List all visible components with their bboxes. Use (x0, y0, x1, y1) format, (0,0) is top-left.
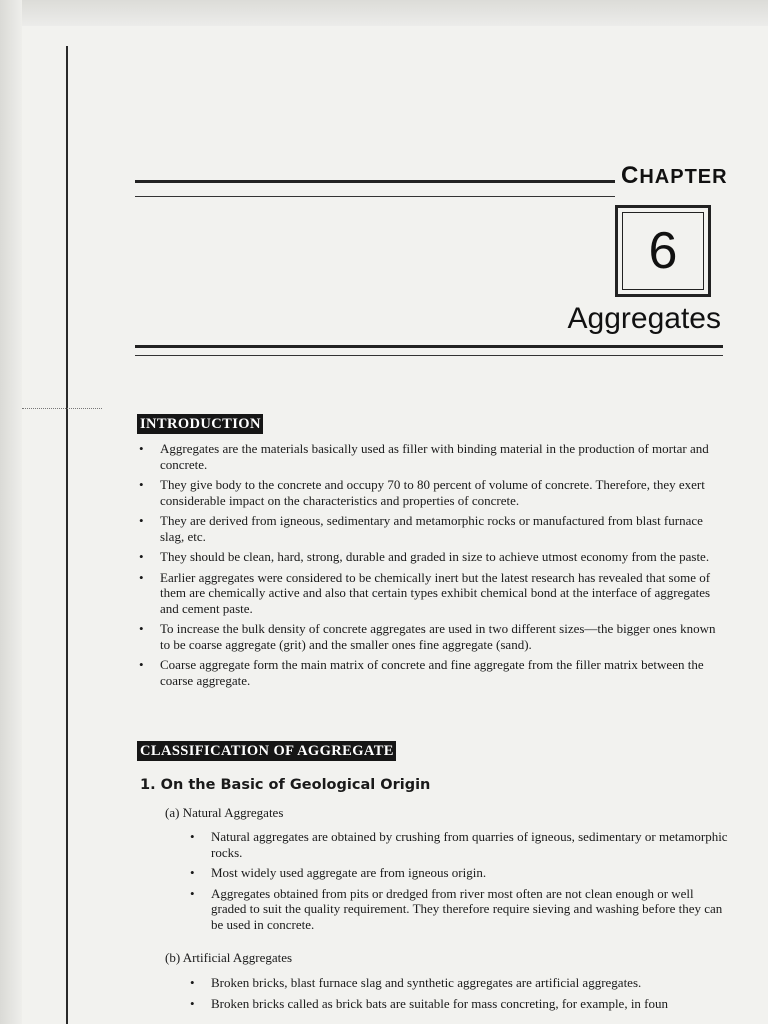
title-rule (135, 345, 723, 356)
section-heading-classification: CLASSIFICATION OF AGGREGATE (137, 741, 396, 761)
artificial-aggregates-list (188, 975, 728, 1016)
list-item-text: Most widely used aggregate are from igneous origin. (211, 865, 487, 880)
chapter-number-box (615, 205, 711, 297)
list-item-text: To increase the bulk density of concrete aggregates are used in two different sizes—the bigger ones known to be coarse aggregate (grit) and the smaller ones fine aggregate (sand). (160, 621, 716, 652)
list-item (188, 829, 728, 860)
scan-edge-left (0, 0, 22, 1024)
list-item (188, 865, 728, 881)
introduction-list (137, 441, 727, 693)
list-item-text: Aggregates are the materials basically used as filler with binding material in the production of mortar and concrete. (160, 441, 709, 472)
page-margin-line (66, 46, 68, 1024)
bullet-icon: • (139, 477, 144, 492)
list-item (137, 570, 727, 617)
list-item (137, 657, 727, 688)
scan-dash-mark (22, 408, 102, 409)
list-item (137, 513, 727, 544)
list-item-text: Broken bricks, blast furnace slag and synthetic aggregates are artificial aggregates. (211, 975, 642, 990)
list-item (188, 886, 728, 933)
list-item (137, 477, 727, 508)
list-item (188, 975, 728, 991)
list-item-text: They are derived from igneous, sedimentary and metamorphic rocks or manufactured from blast furnace slag, etc. (160, 513, 703, 544)
list-item-text: Coarse aggregate form the main matrix of concrete and fine aggregate from the filler matrix between the coarse aggregate. (160, 657, 704, 688)
natural-aggregates-heading: (a) Natural Aggregates (165, 805, 284, 820)
bullet-icon: • (139, 569, 144, 585)
list-item-text: Earlier aggregates were considered to be chemically inert but the latest research has revealed that some of them are chemically active and also that certain types exhibit chemical bond at the interface of aggregates and cement paste. (160, 569, 711, 616)
list-item-text: Natural aggregates are obtained by crushing from quarries of igneous, sedimentary or metamorphic rocks. (211, 829, 728, 860)
chapter-title: Aggregates (567, 302, 721, 335)
bullet-icon: • (139, 513, 144, 528)
bullet-icon: • (139, 621, 144, 636)
list-item-text: They give body to the concrete and occupy 70 to 80 percent of volume of concrete. Therefore, they exert considerable impact on the characteristics and properties of concrete. (160, 477, 705, 508)
geological-origin-heading: 1. On the Basic of Geological Origin (140, 777, 431, 793)
chapter-label-rest: HAPTER (639, 166, 728, 188)
list-item (137, 549, 727, 565)
natural-aggregates-list (188, 829, 728, 937)
bullet-icon: • (139, 441, 144, 456)
list-item-text: Broken bricks called as brick bats are suitable for mass concreting, for example, in foun (211, 995, 669, 1011)
list-item-text: They should be clean, hard, strong, durable and graded in size to achieve utmost economy from the paste. (160, 549, 710, 564)
list-item (137, 621, 727, 652)
bullet-icon: • (190, 829, 195, 844)
bullet-icon: • (190, 885, 195, 901)
list-item (188, 996, 728, 1012)
chapter-rule (135, 180, 615, 197)
list-item (137, 441, 727, 472)
chapter-label (621, 162, 728, 190)
bullet-icon: • (190, 975, 195, 990)
bullet-icon: • (139, 549, 144, 564)
list-item-text: Aggregates obtained from pits or dredged from river most often are not clean enough or well graded to suit the quality requirement. They therefore require sieving and washing before they can be used in concrete. (211, 885, 723, 932)
scan-edge-top (0, 0, 768, 26)
bullet-icon: • (190, 865, 195, 880)
section-heading-introduction: INTRODUCTION (137, 414, 263, 434)
artificial-aggregates-heading: (b) Artificial Aggregates (165, 950, 293, 965)
bullet-icon: • (190, 995, 195, 1011)
bullet-icon: • (139, 657, 144, 672)
chapter-label-initial: C (621, 162, 640, 189)
chapter-number: 6 (622, 212, 704, 290)
